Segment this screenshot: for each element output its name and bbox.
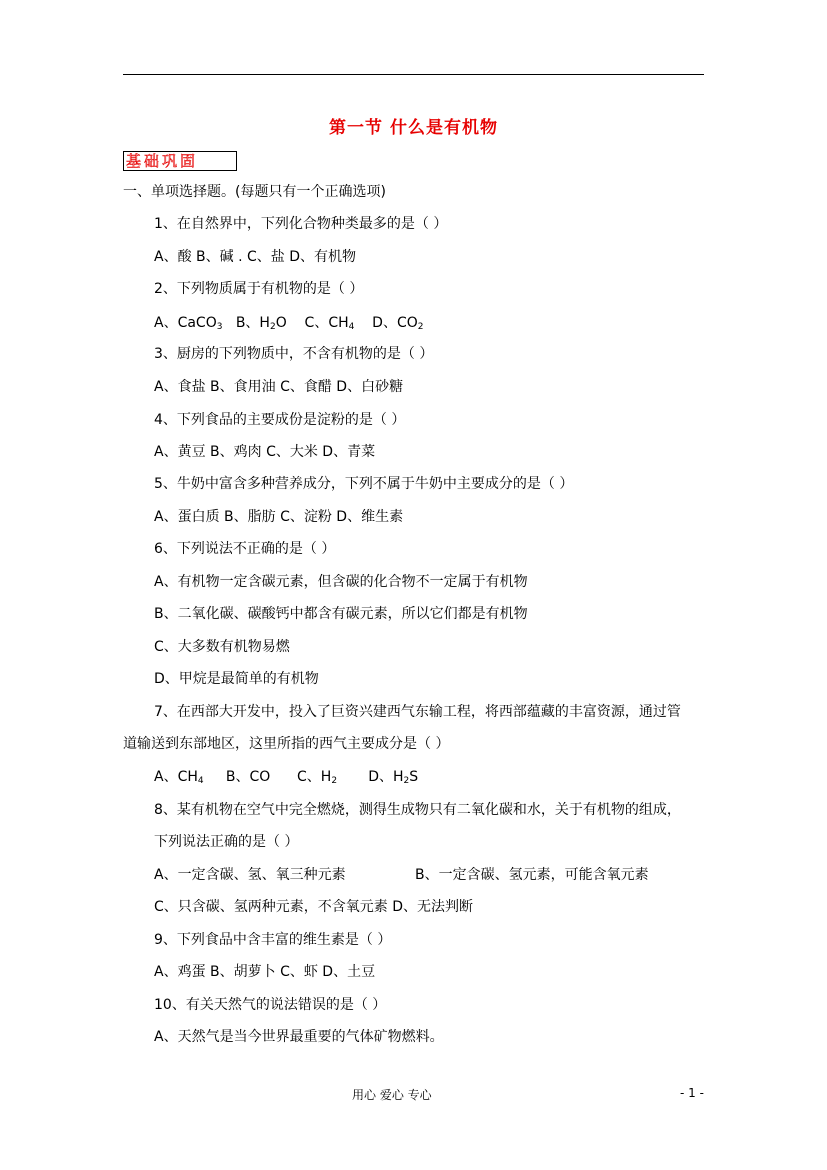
q2-option-d: D、$CO_2$ [372, 315, 424, 332]
q7-option-b: B、CO [225, 769, 271, 785]
question-1: 1、在自然界中，下列化合物种类最多的是（ ） [154, 216, 448, 232]
question-6-option-a: A、有机物一定含碳元素，但含碳的化合物不一定属于有机物 [154, 574, 528, 590]
question-6-option-c: C、大多数有机物易燃 [154, 639, 290, 655]
q7-option-c: C、$H_2$ [297, 769, 338, 786]
question-8-line-1: 8、某有机物在空气中完全燃烧，测得生成物只有二氧化碳和水，关于有机物的组成， [154, 802, 681, 818]
question-2-options [154, 314, 423, 332]
q2-option-a: A、CaCO$_3$ [154, 315, 223, 332]
question-7-options [154, 768, 418, 786]
q2-option-c: C、$CH_4$ [304, 315, 355, 332]
q7-option-a: A、$CH_4$ [154, 769, 204, 786]
question-8-option-a: A、一定含碳、氢、氧三种元素 [154, 867, 346, 883]
question-8-line-2: 下列说法正确的是（ ） [154, 834, 299, 850]
page-number: - 1 - [680, 1086, 704, 1100]
badge-label: 基础巩固 [126, 152, 199, 170]
q7-option-d: D、$H_2S$ [368, 769, 419, 786]
question-10: 10、有关天然气的说法错误的是（ ） [154, 997, 387, 1013]
question-5: 5、牛奶中富含多种营养成分，下列不属于牛奶中主要成分的是（ ） [154, 476, 574, 492]
header-rule [123, 74, 704, 75]
question-7-line-1: 7、在西部大开发中，投入了巨资兴建西气东输工程，将西部蕴藏的丰富资源，通过管 [154, 704, 681, 720]
question-6-option-d: D、甲烷是最简单的有机物 [154, 671, 319, 687]
question-4-options: A、黄豆 B、鸡肉 C、大米 D、青菜 [154, 444, 376, 460]
question-2: 2、下列物质属于有机物的是（ ） [154, 281, 364, 297]
question-9: 9、下列食品中含丰富的维生素是（ ） [154, 932, 392, 948]
page-title: 第一节 什么是有机物 [329, 118, 498, 138]
section-heading: 一、单项选择题。(每题只有一个正确选项) [123, 184, 386, 200]
question-5-options: A、蛋白质 B、脂肪 C、淀粉 D、维生素 [154, 509, 404, 525]
question-3-options: A、食盐 B、食用油 C、食醋 D、白砂糖 [154, 379, 404, 395]
question-1-options: A、酸 B、碱 . C、盐 D、有机物 [154, 249, 356, 265]
question-7-line-2: 道输送到东部地区，这里所指的西气主要成分是（ ） [123, 736, 450, 752]
question-8-options-cd: C、只含碳、氢两种元素，不含氧元素 D、无法判断 [154, 899, 474, 915]
question-8-option-b: B、一定含碳、氢元素，可能含氧元素 [415, 867, 649, 883]
question-6: 6、下列说法不正确的是（ ） [154, 541, 336, 557]
footer-motto: 用心 爱心 专心 [352, 1088, 432, 1102]
question-4: 4、下列食品的主要成份是淀粉的是（ ） [154, 412, 406, 428]
question-10-option-a: A、天然气是当今世界最重要的气体矿物燃料。 [154, 1029, 444, 1045]
section-badge [123, 151, 237, 171]
question-9-options: A、鸡蛋 B、胡萝卜 C、虾 D、土豆 [154, 964, 376, 980]
question-3: 3、厨房的下列物质中，不含有机物的是（ ） [154, 346, 434, 362]
question-6-option-b: B、二氧化碳、碳酸钙中都含有碳元素，所以它们都是有机物 [154, 606, 528, 622]
q2-option-b: B、$H_2O$ [235, 315, 287, 332]
